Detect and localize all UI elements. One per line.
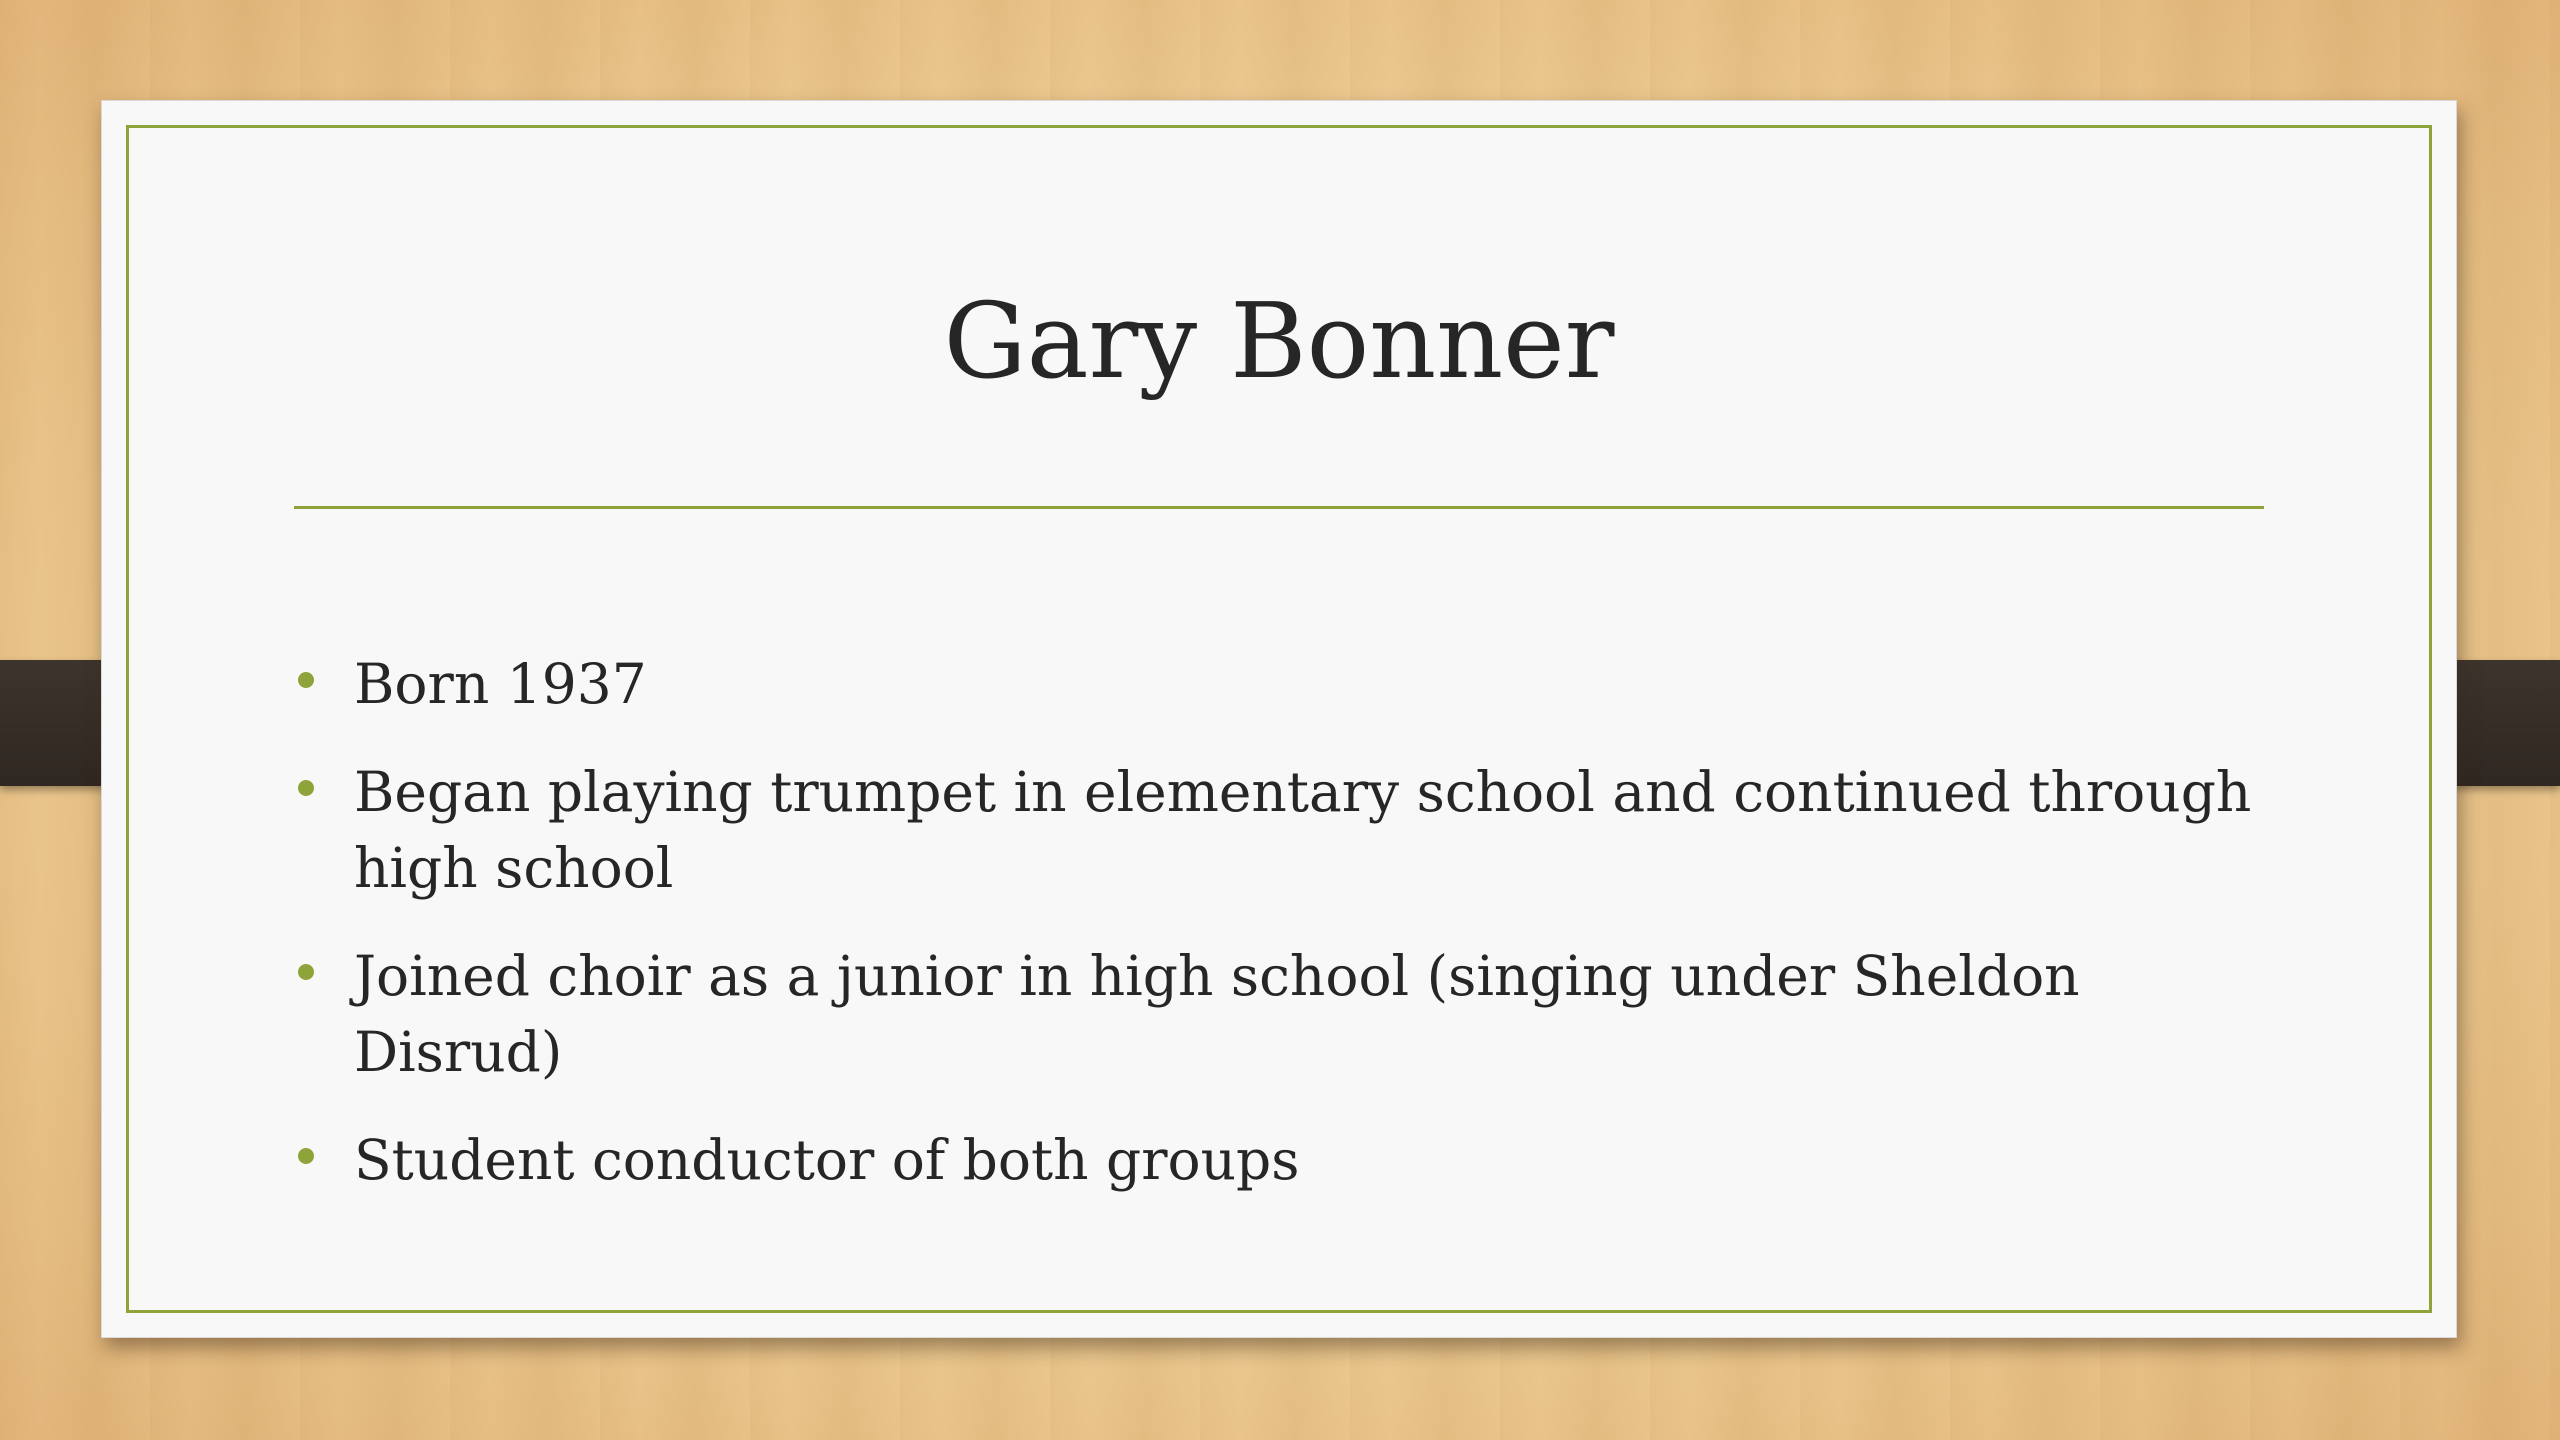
bullet-text: Born 1937 — [354, 652, 647, 716]
bullet-dot-icon — [298, 672, 314, 688]
bullet-dot-icon — [298, 1148, 314, 1164]
bullet-item — [294, 938, 2256, 1090]
bullet-item — [294, 754, 2256, 906]
bullet-list — [294, 646, 2256, 1230]
bullet-dot-icon — [298, 964, 314, 980]
bullet-item — [294, 646, 2256, 722]
bullet-text: Student conductor of both groups — [354, 1128, 1300, 1192]
bullet-dot-icon — [298, 780, 314, 796]
slide — [101, 100, 2457, 1338]
bullet-text: Joined choir as a junior in high school (singing under Sheldon Disrud) — [354, 944, 2080, 1084]
bullet-item — [294, 1122, 2256, 1198]
title-divider — [294, 506, 2264, 509]
bullet-text: Began playing trumpet in elementary school and continued through high school — [354, 760, 2252, 900]
slide-title: Gary Bonner — [943, 280, 1615, 402]
